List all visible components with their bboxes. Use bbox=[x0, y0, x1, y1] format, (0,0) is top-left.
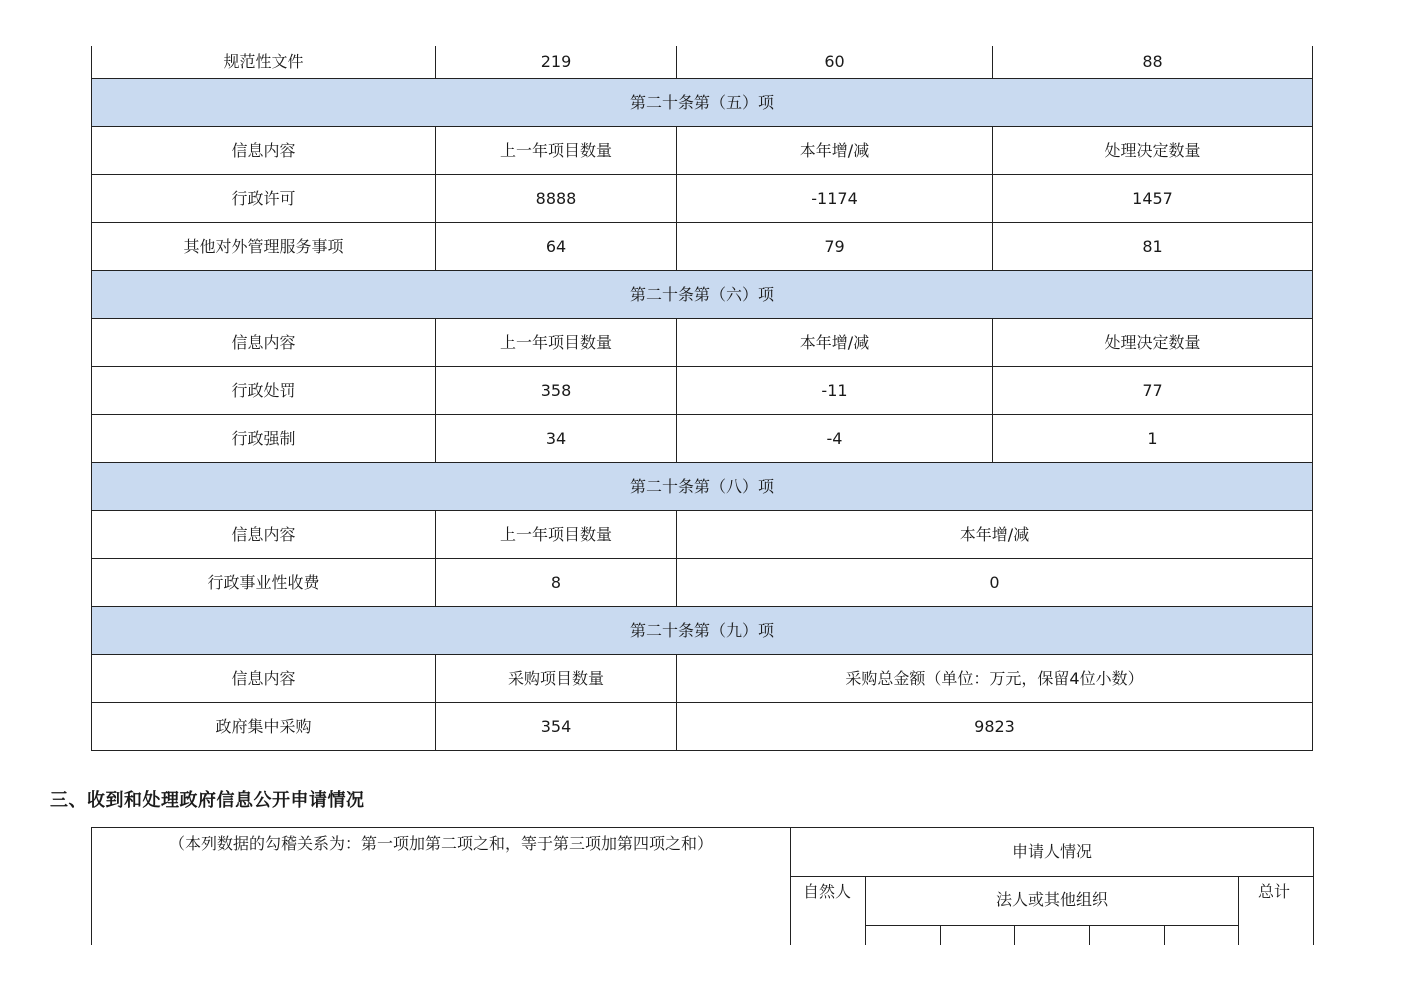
section-header-row bbox=[92, 463, 1313, 511]
checksum-note: （本列数据的勾稽关系为：第一项加第二项之和，等于第三项加第四项之和） bbox=[168, 834, 713, 853]
total-header: 总计 bbox=[1258, 882, 1291, 901]
table-row bbox=[92, 559, 1313, 607]
cell-decided: 81 bbox=[993, 223, 1313, 271]
table-row bbox=[92, 367, 1313, 415]
cell-change: -11 bbox=[677, 367, 993, 415]
column-header: 处理决定数量 bbox=[993, 127, 1313, 175]
row-label: 政府集中采购 bbox=[92, 703, 436, 751]
column-header-row bbox=[92, 127, 1313, 175]
column-header: 信息内容 bbox=[92, 127, 436, 175]
legal-person-header: 法人或其他组织 bbox=[995, 890, 1108, 909]
cell-prev: 34 bbox=[436, 415, 677, 463]
table-row bbox=[92, 175, 1313, 223]
column-header: 处理决定数量 bbox=[993, 319, 1313, 367]
column-header-row bbox=[92, 655, 1313, 703]
cell-change: 0 bbox=[677, 559, 1313, 607]
column-header-row bbox=[92, 511, 1313, 559]
cell-amount: 9823 bbox=[677, 703, 1313, 751]
row-label: 规范性文件 bbox=[92, 46, 436, 79]
row-label: 行政许可 bbox=[92, 175, 436, 223]
section-title: 第二十条第（八）项 bbox=[92, 463, 1313, 511]
cell-prev: 8888 bbox=[436, 175, 677, 223]
cell-change: -4 bbox=[677, 415, 993, 463]
table-row bbox=[92, 703, 1313, 751]
column-header: 采购总金额（单位：万元，保留4位小数） bbox=[677, 655, 1313, 703]
column-header: 信息内容 bbox=[92, 655, 436, 703]
cell-prev: 219 bbox=[436, 46, 677, 79]
section-heading: 三、收到和处理政府信息公开申请情况 bbox=[50, 790, 365, 811]
section-header-row bbox=[92, 79, 1313, 127]
cell-decided: 77 bbox=[993, 367, 1313, 415]
section-title: 第二十条第（九）项 bbox=[92, 607, 1313, 655]
row-label: 行政强制 bbox=[92, 415, 436, 463]
section-header-row bbox=[92, 271, 1313, 319]
row-divider bbox=[790, 876, 1314, 877]
column-header: 本年增/减 bbox=[677, 319, 993, 367]
column-header: 上一年项目数量 bbox=[436, 319, 677, 367]
column-header: 采购项目数量 bbox=[436, 655, 677, 703]
table-row bbox=[92, 223, 1313, 271]
cell-change: 79 bbox=[677, 223, 993, 271]
cell-decided: 1457 bbox=[993, 175, 1313, 223]
column-header: 本年增/减 bbox=[677, 511, 1313, 559]
natural-person-header: 自然人 bbox=[803, 882, 852, 901]
sub-column-divider bbox=[1089, 925, 1090, 945]
cell-prev: 8 bbox=[436, 559, 677, 607]
column-header: 本年增/减 bbox=[677, 127, 993, 175]
row-label: 行政处罚 bbox=[92, 367, 436, 415]
table-row bbox=[92, 415, 1313, 463]
sub-column-divider bbox=[1164, 925, 1165, 945]
row-label: 其他对外管理服务事项 bbox=[92, 223, 436, 271]
cell-change: 60 bbox=[677, 46, 993, 79]
applicant-header: 申请人情况 bbox=[1011, 842, 1092, 861]
cell-decided: 88 bbox=[993, 46, 1313, 79]
section-header-row bbox=[92, 607, 1313, 655]
sub-column-divider bbox=[1014, 925, 1015, 945]
column-divider bbox=[865, 876, 866, 945]
sub-column-divider bbox=[940, 925, 941, 945]
cell-change: -1174 bbox=[677, 175, 993, 223]
cell-decided: 1 bbox=[993, 415, 1313, 463]
section-title: 第二十条第（六）项 bbox=[92, 271, 1313, 319]
table-row bbox=[92, 46, 1313, 79]
row-label: 行政事业性收费 bbox=[92, 559, 436, 607]
column-header: 信息内容 bbox=[92, 319, 436, 367]
column-header: 上一年项目数量 bbox=[436, 511, 677, 559]
column-header: 上一年项目数量 bbox=[436, 127, 677, 175]
cell-prev: 64 bbox=[436, 223, 677, 271]
column-header: 信息内容 bbox=[92, 511, 436, 559]
section-title: 第二十条第（五）项 bbox=[92, 79, 1313, 127]
cell-prev: 358 bbox=[436, 367, 677, 415]
row-divider bbox=[865, 925, 1239, 926]
column-divider bbox=[1238, 876, 1239, 945]
column-header-row bbox=[92, 319, 1313, 367]
disclosure-table bbox=[91, 46, 1313, 751]
cell-count: 354 bbox=[436, 703, 677, 751]
